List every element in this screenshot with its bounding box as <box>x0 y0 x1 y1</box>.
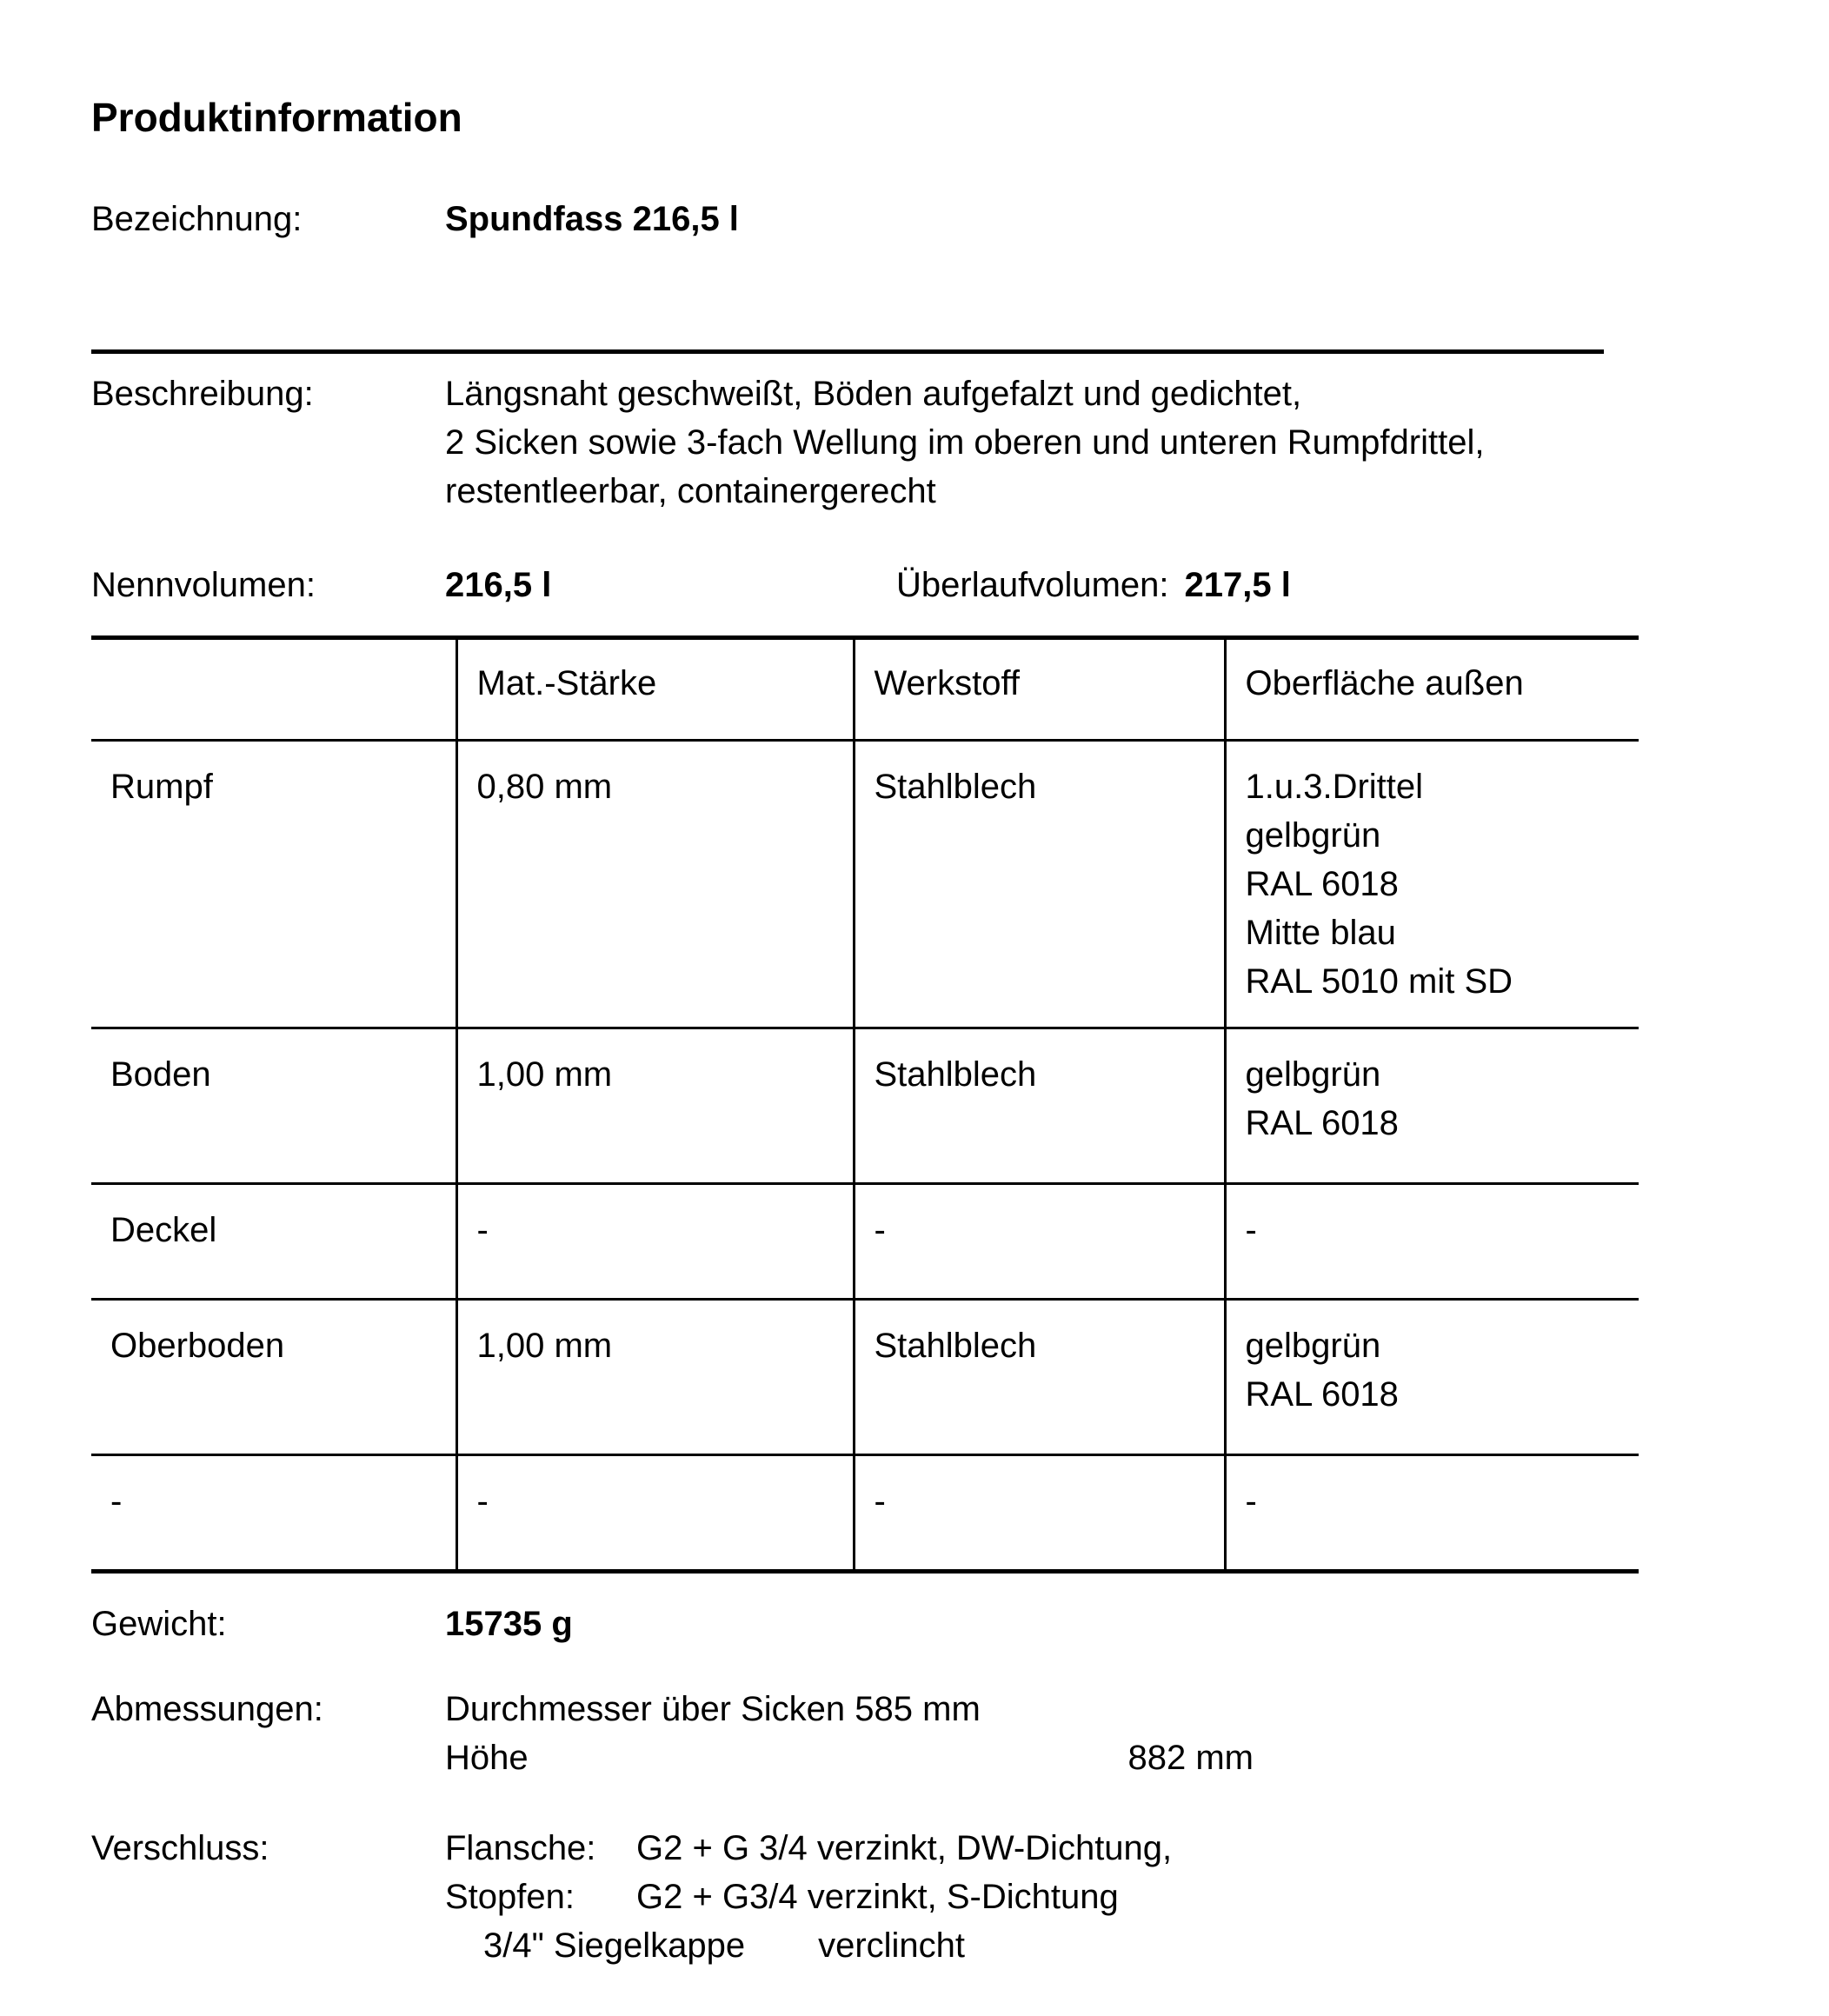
volume-row <box>91 561 1829 609</box>
nominal-volume-label: Nennvolumen: <box>91 566 316 604</box>
cell-material: Stahlblech <box>854 1028 1225 1184</box>
surface-line: RAL 6018 <box>1245 1104 1399 1142</box>
cell-thickness: 1,00 mm <box>456 1028 854 1184</box>
cell-thickness: 0,80 mm <box>456 741 854 1028</box>
dimensions-row <box>91 1685 1829 1782</box>
height-line <box>445 1733 1254 1782</box>
description-value <box>445 369 1484 516</box>
description-label: Beschreibung: <box>91 375 314 413</box>
overflow-volume-value: 217,5 l <box>1184 566 1291 604</box>
seal-cap-value: verclincht <box>818 1926 966 1965</box>
cell-thickness: - <box>456 1455 854 1572</box>
cell-surface <box>1225 1028 1639 1184</box>
surface-line: gelbgrün <box>1245 1055 1381 1094</box>
flange-line <box>445 1824 1172 1873</box>
weight-label: Gewicht: <box>91 1605 227 1643</box>
height-label: Höhe <box>445 1739 529 1777</box>
nominal-volume-value: 216,5 l <box>445 566 552 604</box>
cell-surface <box>1225 1300 1639 1455</box>
description-line: Längsnaht geschweißt, Böden aufgefalzt und gedichtet, <box>445 375 1302 413</box>
table-row <box>91 1028 1639 1184</box>
table-row <box>91 1455 1639 1572</box>
surface-line: gelbgrün <box>1245 1327 1381 1365</box>
flange-key: Flansche: <box>445 1829 596 1867</box>
dimensions-label: Abmessungen: <box>91 1690 323 1728</box>
surface-line: RAL 5010 mit SD <box>1245 962 1513 1001</box>
table-row <box>91 1184 1639 1300</box>
cell-surface <box>1225 1455 1639 1572</box>
column-header-part <box>91 638 456 741</box>
section-divider <box>91 349 1604 354</box>
weight-row <box>91 1600 1829 1648</box>
diameter-line: Durchmesser über Sicken 585 mm <box>445 1690 981 1728</box>
plug-value: G2 + G3/4 verzinkt, S-Dichtung <box>636 1878 1119 1916</box>
cell-part: Boden <box>91 1028 456 1184</box>
specification-table <box>91 635 1639 1574</box>
cell-surface <box>1225 1184 1639 1300</box>
cell-material: Stahlblech <box>854 1300 1225 1455</box>
plug-line <box>445 1873 1172 1921</box>
seal-cap-key: 3/4" Siegelkappe <box>483 1926 746 1965</box>
surface-line: gelbgrün <box>1245 816 1381 855</box>
surface-line: - <box>1245 1211 1257 1249</box>
cell-material: - <box>854 1184 1225 1300</box>
closure-row <box>91 1824 1829 1970</box>
column-header-thickness: Mat.-Stärke <box>456 638 854 741</box>
flange-value: G2 + G 3/4 verzinkt, DW-Dichtung, <box>636 1829 1173 1867</box>
surface-line: RAL 6018 <box>1245 865 1399 903</box>
cell-part: Rumpf <box>91 741 456 1028</box>
surface-line: - <box>1245 1482 1257 1520</box>
dimensions-value <box>445 1685 1254 1782</box>
cell-part: Oberboden <box>91 1300 456 1455</box>
table-header-row <box>91 638 1639 741</box>
seal-cap-line <box>445 1921 1172 1970</box>
table-row <box>91 741 1639 1028</box>
surface-line: RAL 6018 <box>1245 1375 1399 1414</box>
overflow-volume-label: Überlaufvolumen: <box>896 566 1169 604</box>
cell-surface <box>1225 741 1639 1028</box>
cell-material: Stahlblech <box>854 741 1225 1028</box>
cell-material: - <box>854 1455 1225 1572</box>
plug-key: Stopfen: <box>445 1878 575 1916</box>
surface-line: 1.u.3.Drittel <box>1245 768 1424 806</box>
designation-row <box>91 195 1829 243</box>
column-header-material: Werkstoff <box>854 638 1225 741</box>
cell-thickness: 1,00 mm <box>456 1300 854 1455</box>
page-title: Produktinformation <box>91 95 462 140</box>
designation-value: Spundfass 216,5 l <box>445 200 739 238</box>
closure-value <box>445 1824 1172 1970</box>
surface-line: Mitte blau <box>1245 914 1396 952</box>
description-row <box>91 369 1829 516</box>
designation-label: Bezeichnung: <box>91 200 303 238</box>
cell-part: Deckel <box>91 1184 456 1300</box>
cell-part: - <box>91 1455 456 1572</box>
closure-label: Verschluss: <box>91 1829 269 1867</box>
column-header-surface: Oberfläche außen <box>1225 638 1639 741</box>
height-value: 882 mm <box>1127 1739 1254 1777</box>
weight-value: 15735 g <box>445 1605 573 1643</box>
cell-thickness: - <box>456 1184 854 1300</box>
description-line: 2 Sicken sowie 3-fach Wellung im oberen und unteren Rumpfdrittel, <box>445 423 1485 462</box>
table-row <box>91 1300 1639 1455</box>
description-line: restentleerbar, containergerecht <box>445 472 936 510</box>
